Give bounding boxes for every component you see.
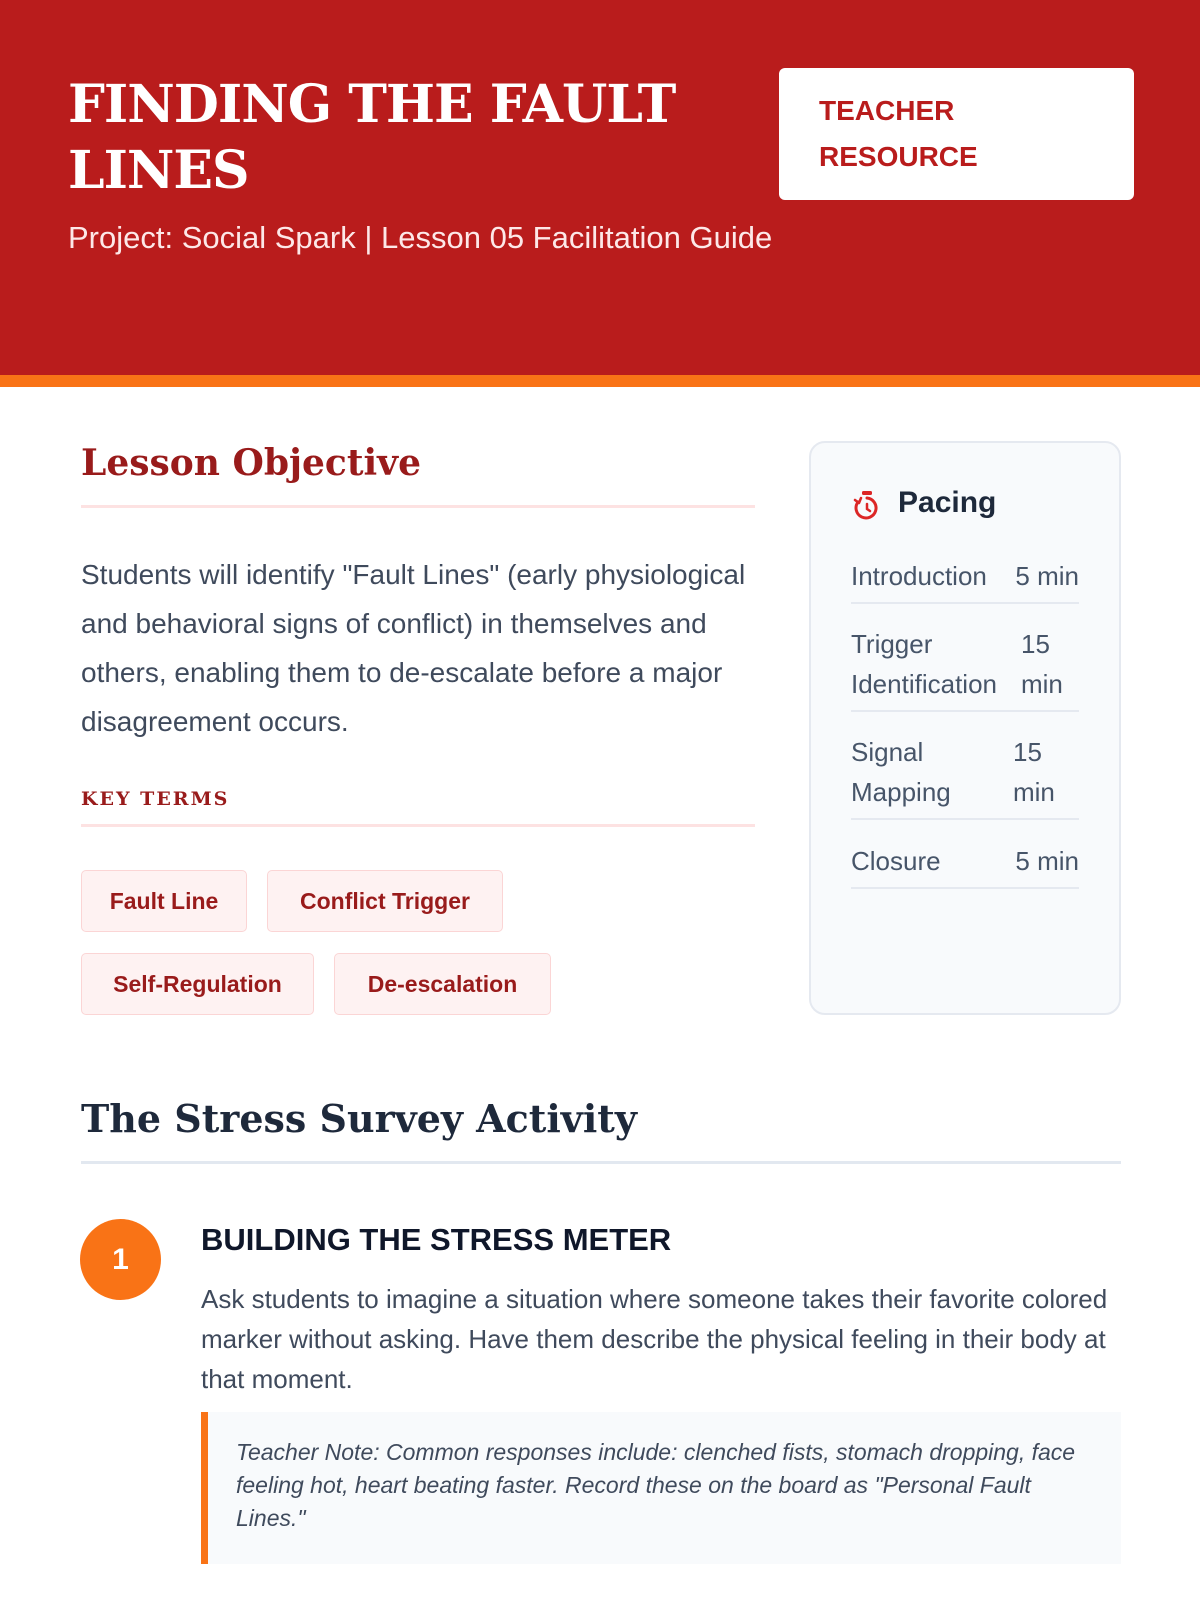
- page-title: FINDING THE FAULT LINES: [68, 74, 676, 201]
- lesson-objective-text: Students will identify "Fault Lines" (early physiological and behavioral signs of conflict) in themselves and others, enabling them to de-escalate before a major disagreement occurs.: [81, 559, 746, 737]
- badge-line-1: TEACHER: [819, 95, 955, 126]
- pacing-card: [809, 441, 1121, 1015]
- pacing-row-time: 5 min: [1015, 561, 1079, 591]
- teacher-note: Teacher Note: Common responses include: clenched fists, stomach dropping, face feeling hot, heart beating faster. Record these on the board as "Personal Fault Lines.": [201, 1412, 1121, 1564]
- lesson-objective-heading: Lesson Objective: [81, 442, 421, 484]
- step-number-badge: 1: [80, 1219, 161, 1300]
- pacing-row-time: 15 min: [1013, 737, 1055, 807]
- badge-line-2: RESOURCE: [819, 141, 978, 172]
- pacing-row-time: 5 min: [1015, 846, 1079, 876]
- key-terms-label: KEY TERMS: [81, 788, 230, 810]
- pacing-row-name: Closure: [851, 846, 941, 876]
- divider: [81, 505, 755, 508]
- pacing-title: Pacing: [898, 486, 997, 519]
- step-title: BUILDING THE STRESS METER: [201, 1222, 672, 1257]
- divider: [81, 824, 755, 827]
- header-banner: [0, 0, 1200, 375]
- timer-icon: [852, 490, 882, 522]
- pacing-row: [851, 732, 1079, 820]
- pacing-row-name: Trigger Identification: [851, 629, 997, 699]
- divider: [81, 1161, 1121, 1164]
- pacing-row-name: Signal Mapping: [851, 737, 951, 807]
- key-term-tag: Conflict Trigger: [267, 870, 503, 932]
- pacing-row-name: Introduction: [851, 561, 987, 591]
- activity-heading: The Stress Survey Activity: [81, 1096, 637, 1141]
- teacher-resource-badge: [779, 68, 1134, 200]
- key-term-tag: Fault Line: [81, 870, 247, 932]
- key-term-tag: Self-Regulation: [81, 953, 314, 1015]
- pacing-row: [851, 556, 1079, 604]
- pacing-row: [851, 624, 1079, 712]
- step-description: Ask students to imagine a situation where someone takes their favorite colored marker without asking. Have them describe the physical feeling in their body at that moment.: [201, 1284, 1108, 1394]
- pacing-row-time: 15 min: [1021, 629, 1063, 699]
- header-accent-stripe: [0, 375, 1200, 387]
- pacing-row: [851, 841, 1079, 889]
- key-term-tag: De-escalation: [334, 953, 551, 1015]
- page-subtitle: Project: Social Spark | Lesson 05 Facilitation Guide: [68, 220, 773, 255]
